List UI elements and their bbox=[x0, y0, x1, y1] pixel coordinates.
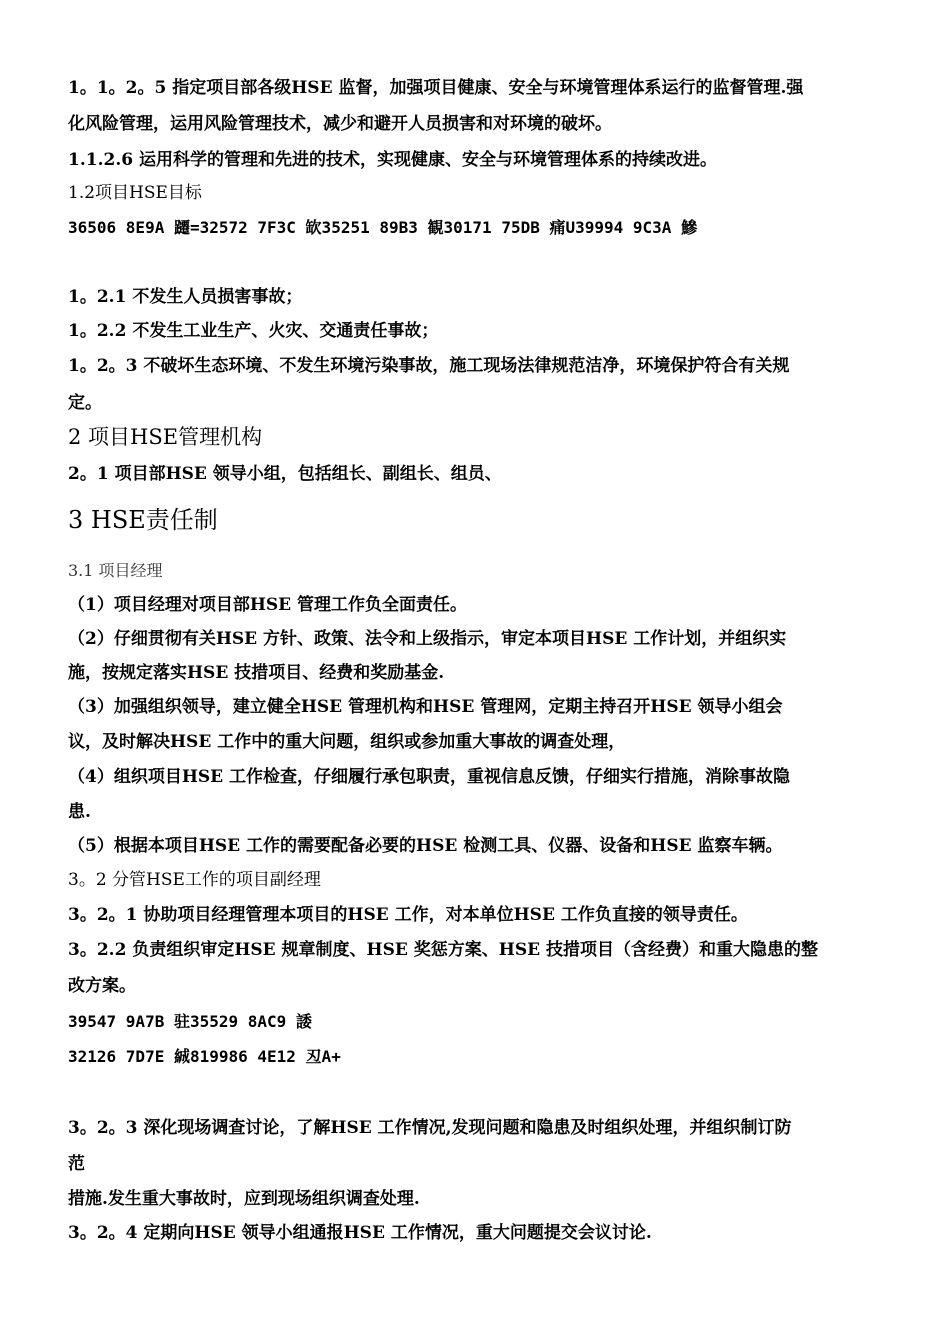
section-heading: 2 项目HSE管理机构 bbox=[68, 425, 263, 449]
paragraph-line: （4）组织项目HSE 工作检查，仔细履行承包职责，重视信息反馈，仔细实行措施，消除事故隐 bbox=[68, 767, 791, 787]
paragraph-line: 1。2。3 不破坏生态环境、不发生环境污染事故，施工现场法律规范洁净，环境保护符合有关规 bbox=[68, 356, 790, 376]
encoded-text-line: 36506 8E9A 躚=32572 7F3C 缼35251 89B3 観30171 75DB 痛U39994 9C3A 鰺 bbox=[68, 218, 698, 237]
encoded-text-line: 32126 7D7E 絾819986 4E12 丒A+ bbox=[68, 1047, 341, 1066]
paragraph-line: 1。1。2。5 指定项目部各级HSE 监督，加强项目健康、安全与环境管理体系运行的监督管理.强 bbox=[68, 78, 804, 98]
paragraph-line: 措施.发生重大事故时，应到现场组织调查处理. bbox=[68, 1189, 420, 1209]
subsection-heading: 3.1 项目经理 bbox=[68, 561, 163, 580]
paragraph-line: 议，及时解决HSE 工作中的重大问题，组织或参加重大事故的调查处理， bbox=[68, 732, 626, 752]
paragraph-line: （1）项目经理对项目部HSE 管理工作负全面责任。 bbox=[68, 595, 468, 615]
paragraph-line: 患. bbox=[68, 802, 91, 822]
paragraph-line: （5）根据本项目HSE 工作的需要配备必要的HSE 检测工具、仪器、设备和HSE 监察车辆。 bbox=[68, 836, 783, 856]
paragraph-line: 3。2。1 协助项目经理管理本项目的HSE 工作，对本单位HSE 工作负直接的领导责任。 bbox=[68, 905, 748, 925]
paragraph-line: 1.1.2.6 运用科学的管理和先进的技术，实现健康、安全与环境管理体系的持续改进。 bbox=[68, 150, 717, 170]
paragraph-line: 改方案。 bbox=[68, 976, 136, 996]
paragraph-line: 3。2。3 深化现场调查讨论，了解HSE 工作情况,发现问题和隐患及时组织处理，并组织制订防 bbox=[68, 1118, 792, 1138]
paragraph-line: 1。2.1 不发生人员损害事故； bbox=[68, 287, 303, 307]
subsection-heading: 3。2 分管HSE工作的项目副经理 bbox=[68, 870, 321, 890]
paragraph-line: 化风险管理，运用风险管理技术，减少和避开人员损害和对环境的破坏。 bbox=[68, 114, 612, 134]
paragraph-line: 2。1 项目部HSE 领导小组，包括组长、副组长、组员、 bbox=[68, 464, 502, 484]
section-heading: 1.2项目HSE目标 bbox=[68, 183, 202, 203]
paragraph-line: 定。 bbox=[68, 393, 102, 413]
chapter-heading: 3 HSE责任制 bbox=[68, 506, 218, 534]
paragraph-line: （3）加强组织领导，建立健全HSE 管理机构和HSE 管理网，定期主持召开HSE 领导小组会 bbox=[68, 697, 783, 717]
paragraph-line: 1。2.2 不发生工业生产、火灾、交通责任事故； bbox=[68, 321, 439, 341]
paragraph-line: 3。2.2 负责组织审定HSE 规章制度、HSE 奖惩方案、HSE 技措项目（含经费）和重大隐患的整 bbox=[68, 940, 818, 960]
encoded-text-line: 39547 9A7B 驻35529 8AC9 諉 bbox=[68, 1012, 312, 1031]
paragraph-line: （2）仔细贯彻有关HSE 方针、政策、法令和上级指示，审定本项目HSE 工作计划，并组织实 bbox=[68, 629, 787, 649]
paragraph-line: 施，按规定落实HSE 技措项目、经费和奖励基金. bbox=[68, 663, 445, 683]
paragraph-line: 范 bbox=[68, 1154, 85, 1174]
paragraph-line: 3。2。4 定期向HSE 领导小组通报HSE 工作情况，重大问题提交会议讨论. bbox=[68, 1223, 652, 1243]
